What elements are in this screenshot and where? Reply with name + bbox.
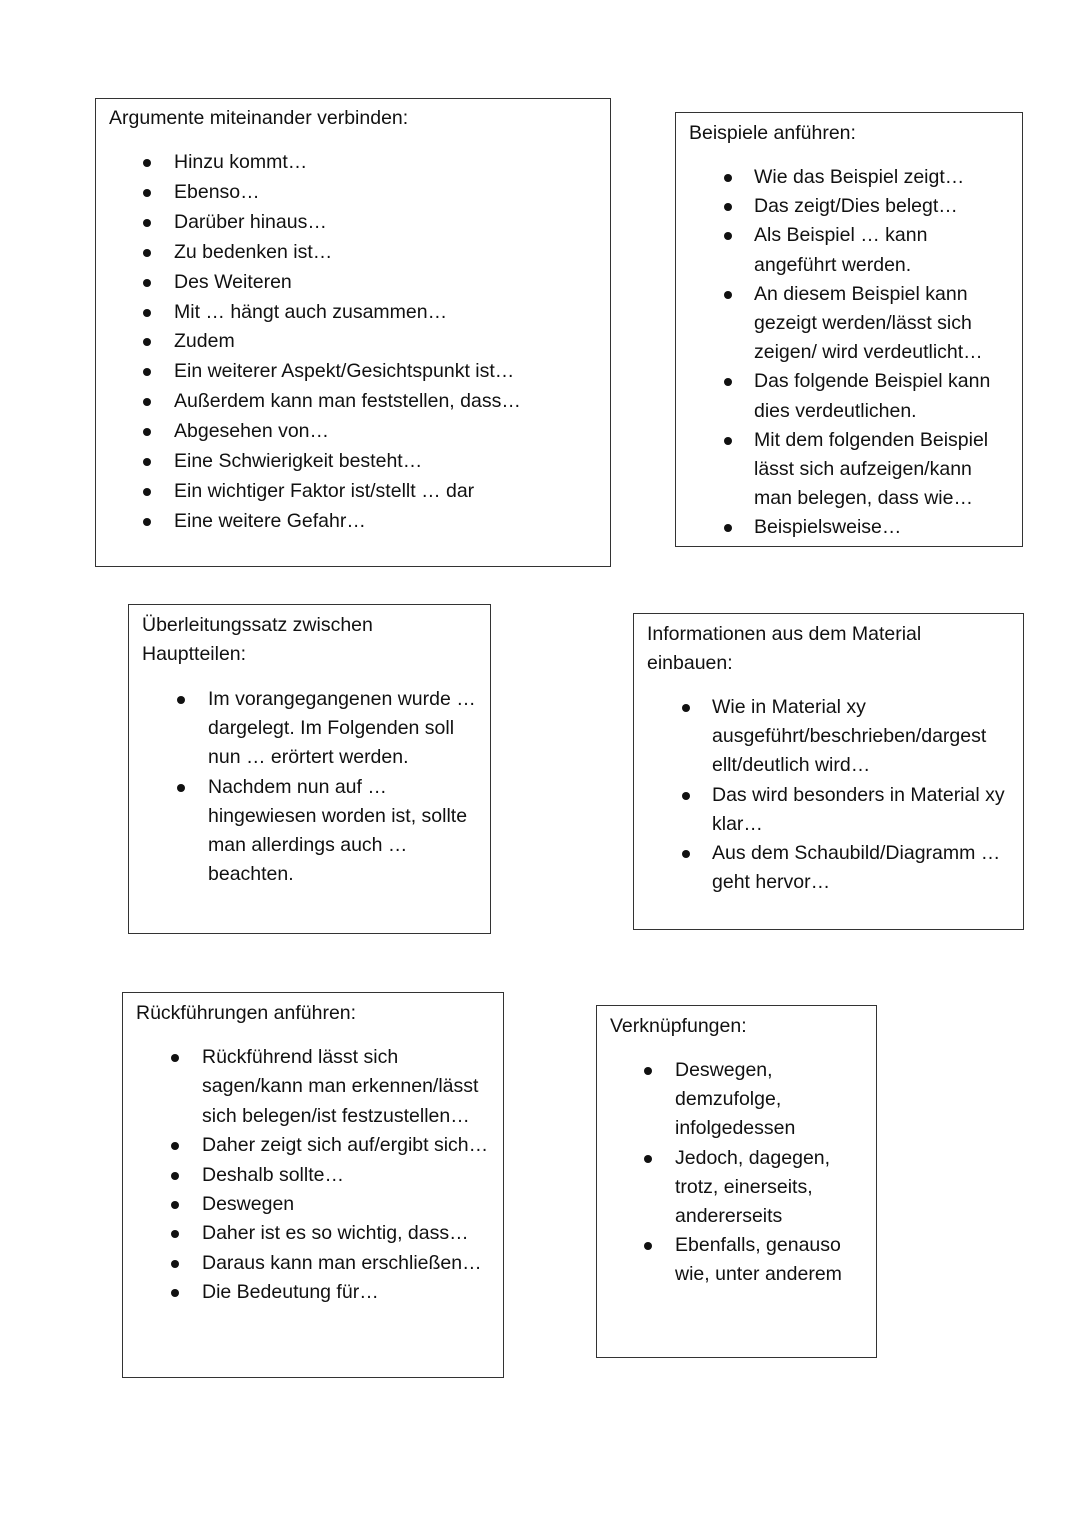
list-item: Des Weiteren [174,268,521,298]
list-item: Im vorangegangenen wurde … dargelegt. Im Folgenden soll nun … erörtert werden. [208,685,483,773]
list-item: Daher zeigt sich auf/ergibt sich… [202,1131,497,1160]
list-item: Als Beispiel … kann angeführt werden. [754,221,1014,279]
bullet-icon [143,398,151,406]
box-title: Rückführungen anführen: [136,1002,357,1024]
list-item: Eine Schwierigkeit besteht… [174,447,521,477]
box-beispiele-anfuehren [675,112,1023,547]
bullet-icon [171,1201,179,1209]
bullet-icon [143,249,151,257]
bullet-icon [724,524,732,532]
bullet-icon [143,219,151,227]
bullet-icon [143,338,151,346]
list-item: Hinzu kommt… [174,148,521,178]
list-item: Wie in Material xy ausgeführt/beschrieben/dargest ellt/deutlich wird… [712,693,1012,781]
list-item: Deswegen, demzufolge, infolgedessen [675,1056,870,1144]
bullet-icon [682,850,690,858]
list-item: Jedoch, dagegen, trotz, einerseits, andererseits [675,1144,870,1232]
box-ueberleitungssatz [128,604,491,934]
bullet-icon [644,1067,652,1075]
list-item: Abgesehen von… [174,417,521,447]
bullet-icon [143,189,151,197]
list-item: Wie das Beispiel zeigt… [754,163,1014,192]
bullet-icon [644,1155,652,1163]
bullet-icon [724,203,732,211]
bullet-icon [143,518,151,526]
bullet-icon [171,1142,179,1150]
list-item: Darüber hinaus… [174,208,521,238]
list-item: Ebenfalls, genauso wie, unter anderem [675,1231,870,1289]
bullet-icon [724,232,732,240]
list-item: Zudem [174,327,521,357]
list-item: Ebenso… [174,178,521,208]
phrase-list [754,163,1014,543]
bullet-icon [171,1054,179,1062]
bullet-icon [171,1172,179,1180]
phrase-list [675,1056,870,1290]
box-rueckfuehrungen [122,992,504,1378]
list-item: Mit … hängt auch zusammen… [174,298,521,328]
bullet-icon [644,1242,652,1250]
bullet-icon [143,428,151,436]
bullet-icon [143,159,151,167]
phrase-list [712,693,1012,897]
list-item: Daher ist es so wichtig, dass… [202,1219,497,1248]
list-item: An diesem Beispiel kann gezeigt werden/lässt sich zeigen/ wird verdeutlicht… [754,280,1014,368]
bullet-icon [143,488,151,496]
box-title: Überleitungssatz zwischen Hauptteilen: [142,614,373,665]
bullet-icon [177,784,185,792]
list-item: Deswegen [202,1190,497,1219]
list-item: Aus dem Schaubild/Diagramm … geht hervor… [712,839,1012,897]
list-item: Das folgende Beispiel kann dies verdeutlichen. [754,367,1014,425]
bullet-icon [171,1289,179,1297]
bullet-icon [143,458,151,466]
phrase-list [208,685,483,889]
bullet-icon [682,704,690,712]
bullet-icon [171,1260,179,1268]
bullet-icon [724,291,732,299]
list-item: Ein weiterer Aspekt/Gesichtspunkt ist… [174,357,521,387]
bullet-icon [724,437,732,445]
list-item: Rückführend lässt sich sagen/kann man erkennen/lässt sich belegen/ist festzustellen… [202,1043,497,1131]
bullet-icon [143,279,151,287]
bullet-icon [724,174,732,182]
bullet-icon [682,792,690,800]
list-item: Eine weitere Gefahr… [174,507,521,537]
list-item: Ein wichtiger Faktor ist/stellt … dar [174,477,521,507]
list-item: Daraus kann man erschließen… [202,1249,497,1278]
list-item: Das wird besonders in Material xy klar… [712,781,1012,839]
list-item: Zu bedenken ist… [174,238,521,268]
list-item: Deshalb sollte… [202,1161,497,1190]
bullet-icon [724,378,732,386]
list-item: Mit dem folgenden Beispiel lässt sich aufzeigen/kann man belegen, dass wie… [754,426,1014,514]
bullet-icon [177,696,185,704]
list-item: Die Bedeutung für… [202,1278,497,1307]
box-title: Argumente miteinander verbinden: [109,107,409,129]
list-item: Beispielsweise… [754,513,1014,542]
box-verknuepfungen [596,1005,877,1358]
box-argumente-verbinden [95,98,611,567]
list-item: Nachdem nun auf … hingewiesen worden ist, sollte man allerdings auch … beachten. [208,773,483,890]
bullet-icon [143,368,151,376]
bullet-icon [143,309,151,317]
list-item: Außerdem kann man feststellen, dass… [174,387,521,417]
box-informationen-material [633,613,1024,930]
phrase-list [174,148,521,537]
bullet-icon [171,1230,179,1238]
list-item: Das zeigt/Dies belegt… [754,192,1014,221]
box-title: Verknüpfungen: [610,1015,747,1037]
box-title: Informationen aus dem Material einbauen: [647,623,922,674]
phrase-list [202,1043,497,1308]
box-title: Beispiele anführen: [689,122,856,144]
